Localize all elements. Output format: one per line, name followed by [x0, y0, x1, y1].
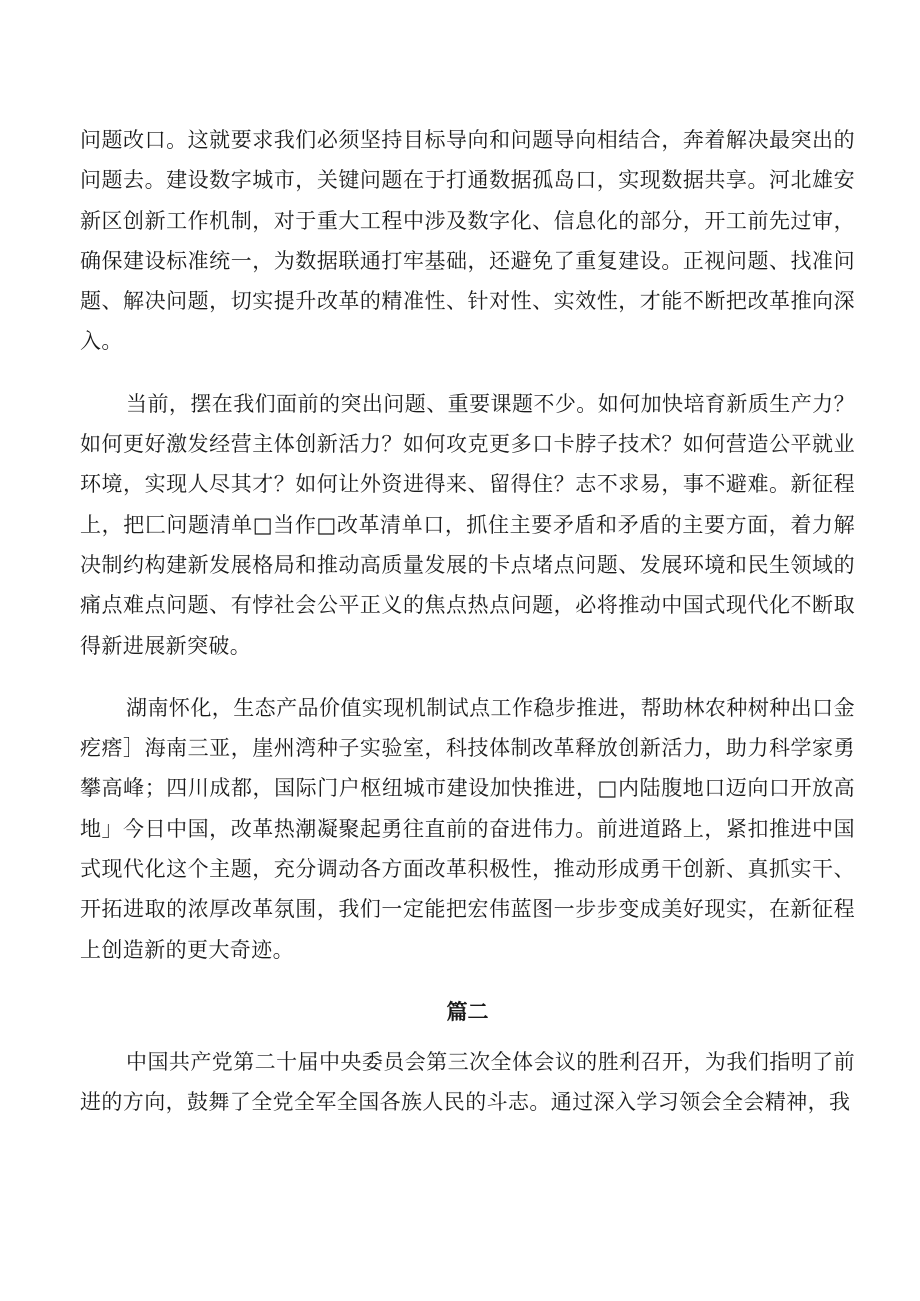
- paragraph-gap: [80, 970, 855, 992]
- paragraph-gap: [80, 1032, 855, 1042]
- paragraph-gap: [80, 666, 855, 688]
- paragraph-4: 中国共产党第二十届中央委员会第三次全体会议的胜利召开，为我们指明了前进的方向，鼓舞了全党全军全国各族人民的斗志。通过深入学习领会全会精神，我: [80, 1049, 855, 1115]
- paragraph-gap: [80, 362, 855, 384]
- paragraph-1: 问题改口。这就要求我们必须坚持目标导向和问题导向相结合，奔着解决最突出的问题去。建设数字城市，关键问题在于打通数据孤岛口，实现数据共享。河北雄安新区创新工作机制，对于重大工程中涉及数字化、信息化的部分，开工前先过审，确保建设标准统一，为数据联通打牢基础，还避免了重复建设。正视问题、找准问题、解决问题，切实提升改革的精准性、针对性、实效性，才能不断把改革推向深入。: [80, 128, 855, 354]
- section-heading: 篇二: [446, 998, 489, 1024]
- paragraph-3: 湖南怀化，生态产品价值实现机制试点工作稳步推进，帮助林农种树种出口金疙瘩］海南三亚，崖州湾种子实验室，科技体制改革释放创新活力，助力科学家勇攀高峰；四川成都，国际门户枢纽城市建设加快推进，□内陆腹地口迈向口开放高地」今日中国，改革热潮凝聚起勇往直前的奋进伟力。前进道路上，紧扣推进中国式现代化这个主题，充分调动各方面改革积极性，推动形成勇干创新、真抓实干、开拓进取的浓厚改革氛围，我们一定能把宏伟蓝图一步步变成美好现实，在新征程上创造新的更大奇迹。: [80, 695, 855, 962]
- document-body: [80, 120, 855, 1123]
- paragraph-2: 当前，摆在我们面前的突出问题、重要课题不少。如何加快培育新质生产力？如何更好激发经营主体创新活力？如何攻克更多口卡脖子技术？如何营造公平就业环境，实现人尽其才？如何让外资进得来、留得住？志不求易，事不避难。新征程上，把匚问题清单□当作□改革清单口，抓住主要矛盾和矛盾的主要方面，着力解决制约构建新发展格局和推动高质量发展的卡点堵点问题、发展环境和民生领域的痛点难点问题、有悖社会公平正义的焦点热点问题，必将推动中国式现代化不断取得新进展新突破。: [80, 391, 855, 658]
